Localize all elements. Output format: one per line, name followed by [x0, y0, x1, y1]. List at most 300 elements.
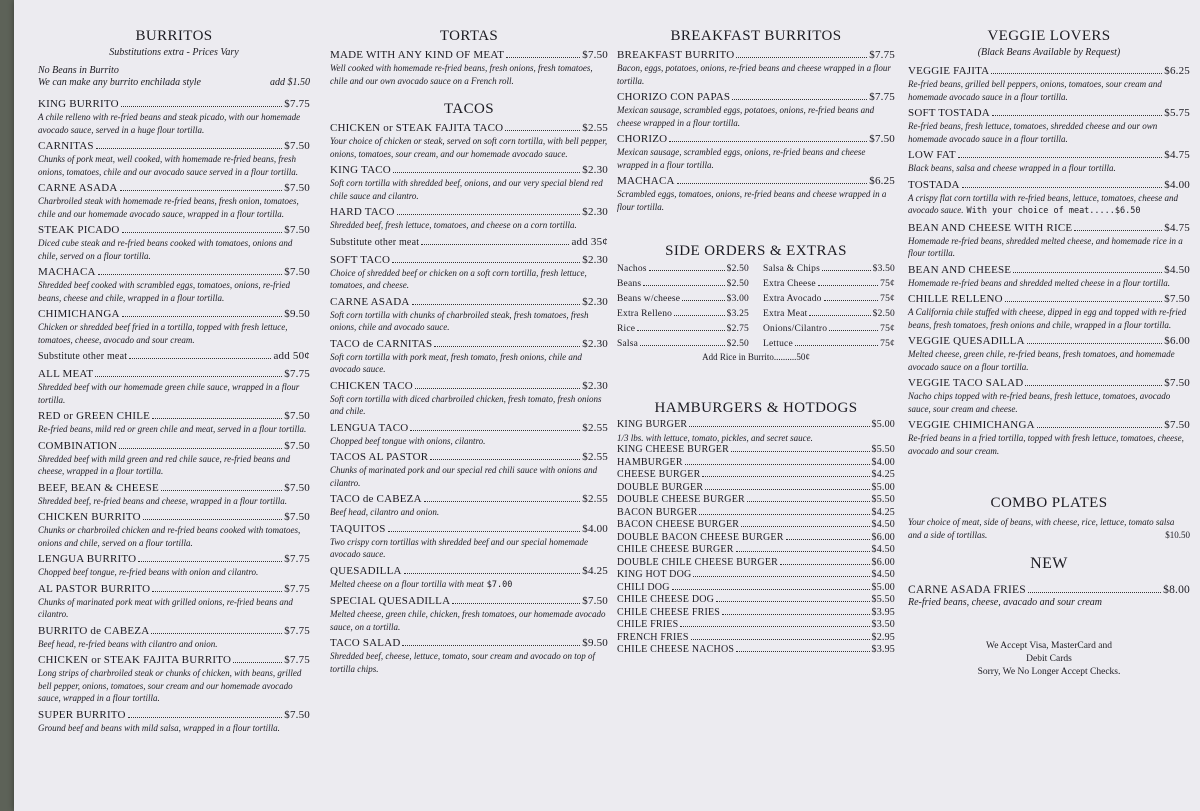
leader-dots — [637, 330, 724, 331]
menu-item-row — [330, 295, 608, 309]
menu-item-row — [908, 376, 1190, 390]
menu-item-description — [330, 351, 608, 376]
menu-item-name: TACO de CABEZA — [330, 493, 422, 505]
menu-item-description-text: Mexican sausage, scrambled eggs, onions, re-fried beans and cheese wrapped in a flour tortilla. — [617, 147, 866, 170]
menu-item-row — [38, 97, 310, 111]
menu-item-name: VEGGIE CHIMICHANGA — [908, 419, 1035, 431]
menu-item-price: $9.50 — [582, 637, 608, 649]
menu-item-row — [38, 624, 310, 638]
menu-item-description — [38, 111, 310, 136]
leader-dots — [992, 115, 1162, 116]
side-item-name: Salsa — [617, 339, 639, 349]
menu-item-row — [617, 494, 895, 507]
menu-item-description-text: Chunks of marinated pork meat with grilled onions, re-fried beans and cilantro. — [38, 596, 293, 619]
menu-item-row — [330, 253, 608, 267]
leader-dots — [795, 345, 878, 346]
side-item-name: Onions/Cilantro — [763, 324, 828, 334]
leader-dots — [958, 157, 1163, 158]
menu-item-price: $4.00 — [871, 456, 895, 468]
payment-line-1: We Accept Visa, MasterCard and — [986, 640, 1112, 651]
menu-item-description — [330, 62, 608, 87]
leader-dots — [693, 576, 869, 577]
new-title: NEW — [1030, 555, 1068, 572]
leader-dots — [640, 345, 725, 346]
burritos-list — [38, 97, 310, 734]
menu-item-price: $7.75 — [284, 654, 310, 666]
new-item-description: Re-fried beans, cheese, avacado and sour cream — [908, 597, 1103, 608]
menu-item — [38, 307, 310, 346]
sides-title: SIDE ORDERS & EXTRAS — [665, 243, 847, 259]
menu-item-price: $4.75 — [1164, 149, 1190, 161]
menu-item-description-text: Chunks or charbroiled chicken and re-fried beans cooked with tomatoes, onions and chile, served on a flour tortilla. — [38, 525, 301, 548]
menu-item-description — [38, 195, 310, 220]
menu-item-name: CHIMICHANGA — [38, 308, 120, 320]
menu-item-description-text: Scrambled eggs, tomatoes, onions, re-fried beans and cheese wrapped in a flour tortilla. — [617, 189, 887, 212]
menu-item-price: $7.50 — [284, 439, 310, 452]
side-item-name: Extra Avocado — [763, 294, 822, 304]
menu-item-row — [38, 653, 310, 667]
leader-dots — [1037, 427, 1163, 428]
menu-item-row — [330, 421, 608, 435]
menu-item-row — [38, 552, 310, 566]
menu-item-description — [908, 192, 1190, 218]
leader-dots — [152, 418, 282, 419]
menu-item-name: LENGUA BURRITO — [38, 553, 137, 565]
leader-dots — [824, 300, 879, 301]
menu-item-description-text: Chunks of marinated pork and our special red chili sauce with onions and cilantro. — [330, 465, 598, 488]
menu-item-name: KING HOT DOG — [617, 569, 692, 580]
menu-item-row — [617, 644, 895, 657]
menu-item-row — [908, 334, 1190, 348]
menu-item — [617, 632, 895, 645]
menu-item-description — [38, 321, 310, 346]
menu-item-price: $7.50 — [1164, 293, 1190, 305]
side-item-price: 75¢ — [880, 324, 895, 334]
menu-item-row — [908, 418, 1190, 432]
leader-dots — [731, 451, 870, 452]
menu-item-row — [617, 48, 895, 62]
menu-item-description — [330, 608, 608, 633]
menu-item-description-text: Soft corn tortilla with chunks of charbroiled steak, fresh tomatoes, fresh onions, chile and avocado sauce. — [330, 309, 589, 332]
side-item — [617, 292, 749, 307]
menu-item-description — [617, 104, 895, 129]
menu-item — [330, 205, 608, 232]
menu-item-row — [330, 594, 608, 608]
menu-item — [908, 148, 1190, 175]
sides-left-list — [617, 262, 749, 352]
menu-item-price: $2.55 — [582, 122, 608, 134]
menu-item-name: DOUBLE BACON CHEESE BURGER — [617, 531, 784, 543]
leader-dots — [161, 490, 282, 491]
side-item-name: Beans — [617, 279, 642, 289]
menu-item — [617, 532, 895, 545]
menu-item-price: $5.00 — [871, 481, 895, 493]
menu-item-description — [38, 667, 310, 705]
menu-item-name: BREAKFAST BURRITO — [617, 49, 735, 61]
menu-item — [330, 450, 608, 489]
menu-item-row — [617, 482, 895, 495]
menu-item-description — [330, 177, 608, 202]
side-item-price: $2.50 — [726, 279, 749, 289]
leader-dots — [129, 358, 271, 359]
menu-item-name: CHILI DOG — [617, 581, 670, 593]
menu-item — [617, 132, 895, 171]
menu-item — [908, 64, 1190, 103]
menu-item — [617, 557, 895, 570]
menu-item-price: add 35¢ — [571, 235, 608, 248]
menu-item-row — [330, 450, 608, 464]
menu-item-row — [617, 569, 895, 582]
menu-item — [330, 48, 608, 87]
tacos-list — [330, 121, 608, 675]
menu-item-description-text: Ground beef and beans with mild salsa, wrapped in a flour tortilla. — [38, 722, 280, 733]
menu-item-price: $2.55 — [582, 451, 608, 463]
menu-item — [617, 619, 895, 632]
menu-item-row — [617, 607, 895, 620]
menu-item-row — [908, 178, 1190, 192]
leader-dots — [643, 285, 724, 286]
menu-item-price: $2.30 — [582, 295, 608, 308]
menu-item — [617, 469, 895, 482]
leader-dots — [122, 232, 283, 233]
menu-item-description-text: Soft corn tortilla with diced charbroiled chicken, fresh tomato, fresh onions and chile. — [330, 393, 602, 416]
leader-dots — [415, 388, 580, 389]
menu-item-description — [908, 432, 1190, 457]
menu-item-description-text: Melted cheese, green chile, re-fried beans, fresh tomatoes, and homemade avocado sauce on a flour tortilla. — [908, 349, 1175, 372]
menu-item-description — [330, 219, 608, 232]
menu-item-name: LOW FAT — [908, 149, 956, 161]
leader-dots — [822, 270, 871, 271]
new-item-price: $8.00 — [1163, 584, 1190, 596]
leader-dots — [505, 130, 580, 131]
menu-item-row — [617, 469, 895, 482]
leader-dots — [991, 73, 1162, 74]
menu-item-price: $7.50 — [1164, 419, 1190, 431]
menu-item-row — [330, 564, 608, 578]
menu-item — [617, 644, 895, 657]
menu-item-description — [330, 464, 608, 489]
menu-item — [38, 439, 310, 478]
menu-item-price: $4.25 — [871, 469, 895, 480]
leader-dots — [402, 645, 580, 646]
menu-item-name: KING BURGER — [617, 419, 688, 430]
menu-item — [330, 163, 608, 202]
menu-item-name: CHORIZO CON PAPAS — [617, 91, 731, 103]
menu-item — [38, 265, 310, 304]
menu-item-price: $7.75 — [284, 98, 310, 110]
menu-item — [617, 507, 895, 520]
menu-item-name: MACHACA — [617, 175, 675, 187]
menu-item-name: LENGUA TACO — [330, 421, 409, 434]
menu-item-name: SOFT TOSTADA — [908, 107, 990, 119]
menu-item-row — [330, 48, 608, 62]
menu-item — [330, 337, 608, 376]
menu-item-description-text: Re-fried beans in a fried tortilla, topped with fresh lettuce, tomatoes, cheese, avocado and sour cream. — [908, 433, 1184, 456]
menu-item — [617, 48, 895, 87]
menu-item-description-text: Shredded beef with our homemade green chile sauce, wrapped in a flour tortilla. — [38, 382, 300, 405]
menu-item — [38, 552, 310, 579]
menu-item-description — [38, 596, 310, 621]
menu-item-description-text: Chicken or shredded beef fried in a tortilla, topped with fresh lettuce, tomatoes, cheese, avocado and sour cream. — [38, 322, 288, 345]
leader-dots — [705, 489, 869, 490]
menu-item-price: $5.00 — [871, 581, 895, 593]
menu-item-row — [330, 379, 608, 393]
side-item-name: Nachos — [617, 264, 647, 274]
leader-dots — [677, 183, 868, 184]
leader-dots — [233, 662, 282, 663]
menu-item-price: $5.50 — [871, 494, 895, 505]
menu-item-row — [908, 221, 1190, 235]
menu-item-row — [617, 132, 895, 146]
leader-dots — [1074, 230, 1162, 231]
menu-item-row — [330, 121, 608, 135]
menu-item-name: DOUBLE BURGER — [617, 481, 704, 493]
hamburgers-title: HAMBURGERS & HOTDOGS — [654, 400, 858, 416]
leader-dots — [829, 330, 878, 331]
menu-item-price: $7.75 — [284, 553, 310, 565]
menu-item-price: $6.25 — [869, 175, 895, 187]
menu-item — [38, 223, 310, 262]
menu-item — [38, 409, 310, 436]
menu-item-description-text: Two crispy corn tortillas with shredded beef and our special homemade avocado sauce. — [330, 536, 588, 559]
menu-item — [617, 457, 895, 470]
menu-item-row — [38, 349, 310, 364]
menu-item-name: CHILE CHEESE FRIES — [617, 606, 721, 618]
menu-item-row — [38, 181, 310, 195]
menu-item-price: $5.50 — [871, 594, 895, 605]
menu-item-description-text: A California chile stuffed with cheese, dipped in egg and topped with re-fried beans, fresh tomatoes, fresh onions and chile, wrapped in a flour tortilla. — [908, 307, 1187, 330]
leader-dots — [674, 315, 725, 316]
menu-item-price: $4.75 — [1164, 221, 1190, 234]
menu-item-name: DOUBLE CHILE CHEESE BURGER — [617, 556, 779, 568]
menu-item-price: $4.25 — [582, 564, 608, 577]
leader-dots — [95, 376, 282, 377]
menu-item-name: STEAK PICADO — [38, 224, 120, 236]
menu-item — [330, 594, 608, 633]
menu-item-description-text: Bacon, eggs, potatoes, onions, re-fried beans and cheese wrapped in a flour tortilla. — [617, 63, 891, 86]
menu-item-description — [908, 348, 1190, 373]
menu-item — [38, 582, 310, 621]
menu-item-description-text: Black beans, salsa and cheese wrapped in a flour tortilla. — [908, 163, 1116, 173]
menu-item-name: MADE WITH ANY KIND OF MEAT — [330, 49, 505, 61]
leader-dots — [818, 285, 878, 286]
menu-item-name: MACHACA — [38, 266, 96, 278]
menu-item-description-text: Re-fried beans, mild red or green chile and meat, served in a flour tortilla. — [38, 424, 307, 434]
menu-item-description — [38, 381, 310, 406]
leader-dots — [1013, 272, 1162, 273]
menu-item-description-text: Shredded beef cooked with scrambled eggs, tomatoes, onions, re-fried beans, cheese and chile, wrapped in a flour tortilla. — [38, 280, 291, 303]
menu-item — [330, 421, 608, 448]
menu-item-description — [330, 435, 608, 448]
leader-dots — [680, 626, 869, 627]
leader-dots — [397, 214, 581, 215]
leader-dots — [780, 564, 869, 565]
menu-item-price: $7.50 — [582, 49, 608, 61]
leader-dots — [736, 551, 870, 552]
menu-item-description-text: Shredded beef, cheese, lettuce, tomato, sour cream and avocado on top of tortilla chips. — [330, 651, 596, 674]
menu-item-description — [330, 135, 608, 160]
menu-item-description-text: A chile relleno with re-fried beans and steak picado, with our homemade avocado sauce, served in a huge flour tortilla. — [38, 112, 301, 135]
sides-right-list — [763, 262, 895, 352]
menu-item-description-text: Melted cheese on a flour tortilla with meat — [330, 578, 484, 589]
enchilada-style-note — [38, 77, 310, 88]
menu-item-price: $7.50 — [284, 708, 310, 721]
menu-item-description-text: Chopped beef tongue, re-fried beans with onion and cilantro. — [38, 567, 259, 577]
tortas-title: TORTAS — [439, 28, 499, 44]
menu-item-price: $7.50 — [284, 182, 310, 194]
menu-item-row — [617, 544, 895, 557]
leader-dots — [152, 591, 282, 592]
menu-item-name: CHILLE RELLENO — [908, 293, 1003, 305]
menu-item-name: Substitute other meat — [330, 236, 420, 248]
menu-item-row — [38, 409, 310, 423]
menu-item — [330, 295, 608, 334]
menu-item-row — [38, 307, 310, 321]
menu-item-description-text: Chunks of pork meat, well cooked, with homemade re-fried beans, fresh onions, tomatoes, chile and our avocado sauce served in a flour tortilla. — [38, 154, 298, 177]
new-item-row — [908, 583, 1190, 597]
menu-item-name: DOUBLE CHEESE BURGER — [617, 494, 745, 505]
menu-item-name: COMBINATION — [38, 439, 118, 452]
menu-item — [38, 708, 310, 735]
menu-item — [617, 594, 895, 607]
leader-dots — [421, 244, 569, 245]
leader-dots — [434, 346, 580, 347]
leader-dots — [143, 519, 283, 520]
menu-item-name: CHICKEN or STEAK FAJITA BURRITO — [38, 654, 232, 666]
menu-item-name: AL PASTOR BURRITO — [38, 582, 151, 595]
menu-item-price: $7.50 — [284, 266, 310, 278]
menu-item-description — [908, 120, 1190, 145]
menu-item — [617, 482, 895, 495]
menu-item — [908, 178, 1190, 218]
menu-item-description — [38, 279, 310, 304]
menu-item-description-text: Long strips of charbroiled steak or chunks of chicken, with beans, grilled bell pepper, onions, tomatoes, sour cream and our homemade avocado sauce, wrapped in a flour tortilla. — [38, 668, 302, 703]
menu-item — [330, 636, 608, 675]
side-item — [617, 262, 749, 277]
side-item-name: Beans w/cheese — [617, 294, 681, 304]
menu-item — [38, 653, 310, 705]
menu-item-price: add 50¢ — [273, 350, 310, 362]
menu-item-price: $7.75 — [284, 368, 310, 380]
menu-item — [908, 106, 1190, 145]
combo-desc-text: Your choice of meat, side of beans, with cheese, rice, lettuce, tomato salsa and a side of tortillas. — [908, 517, 1175, 540]
leader-dots — [1005, 301, 1162, 302]
hamburgers-list — [617, 419, 895, 657]
leader-dots — [682, 300, 724, 301]
side-item-price: $3.25 — [726, 309, 749, 319]
side-item-price: $2.75 — [726, 324, 749, 334]
leader-dots — [119, 448, 282, 449]
new-item-name: CARNE ASADA FRIES — [908, 584, 1026, 596]
menu-item-description-text: Homemade re-fried beans and shredded melted cheese in a flour tortilla. — [908, 277, 1171, 288]
menu-item-description-text: Well cooked with homemade re-fried beans, fresh onions, fresh tomatoes, chile and our own avocado sauce on a French roll. — [330, 63, 593, 86]
leader-dots — [452, 603, 580, 604]
leader-dots — [672, 589, 870, 590]
menu-item-price: $7.75 — [869, 49, 895, 61]
menu-item — [617, 494, 895, 507]
menu-item-name: VEGGIE FAJITA — [908, 65, 990, 77]
menu-item-description-text: Your choice of chicken or steak, served on soft corn tortilla, with bell pepper, onions, tomatoes, sour cream, and our homemade avocado sauce. — [330, 136, 608, 159]
menu-item-name: TOSTADA — [908, 178, 960, 191]
menu-item — [617, 444, 895, 457]
menu-sheet — [14, 0, 1200, 811]
menu-item-row — [908, 263, 1190, 277]
menu-item-row — [908, 292, 1190, 306]
menu-item-name: BACON CHEESE BURGER — [617, 519, 740, 530]
tortas-list — [330, 48, 608, 87]
combo-title: COMBO PLATES — [990, 495, 1108, 511]
menu-item — [330, 379, 608, 418]
menu-item-description — [330, 650, 608, 675]
menu-item-price: $6.00 — [1164, 335, 1190, 347]
leader-dots — [122, 316, 283, 317]
menu-item-name: KING CHEESE BURGER — [617, 444, 729, 455]
leader-dots — [1027, 343, 1163, 344]
menu-item — [38, 139, 310, 178]
veggie-list — [908, 64, 1190, 457]
menu-item — [617, 544, 895, 557]
menu-item-row — [330, 235, 608, 250]
menu-item-name: BURRITO de CABEZA — [38, 624, 150, 637]
leader-dots — [412, 304, 581, 305]
menu-item-name: TACO de CARNITAS — [330, 337, 433, 350]
menu-item-price: $7.50 — [284, 140, 310, 152]
menu-item-name: CARNE ASADA — [330, 295, 410, 308]
menu-item-name: TAQUITOS — [330, 522, 386, 535]
leader-dots — [736, 57, 867, 58]
menu-item-description-text: Re-fried beans, fresh lettuce, tomatoes, shredded cheese and our own homemade avocado sauce in a flour tortilla. — [908, 121, 1158, 144]
menu-item-description — [38, 638, 310, 651]
menu-item — [330, 522, 608, 561]
menu-item — [38, 181, 310, 220]
menu-item-description — [908, 162, 1190, 175]
menu-item-description — [38, 423, 310, 436]
leader-dots — [430, 459, 580, 460]
menu-item-price: $7.50 — [1164, 377, 1190, 389]
menu-item-row — [38, 367, 310, 381]
menu-item-name: BACON BURGER — [617, 506, 698, 518]
leader-dots — [1025, 385, 1162, 386]
leader-dots — [736, 651, 869, 652]
side-item-price: $2.50 — [726, 264, 749, 274]
menu-item-row — [38, 708, 310, 722]
menu-item-description — [908, 306, 1190, 331]
menu-item-name: SOFT TACO — [330, 253, 391, 266]
menu-item-description — [330, 578, 608, 592]
menu-item-price: $4.50 — [871, 544, 895, 555]
side-item-price: 75¢ — [880, 279, 895, 289]
leader-dots — [151, 633, 282, 634]
leader-dots — [962, 187, 1163, 188]
menu-item-price: $4.50 — [871, 519, 895, 530]
menu-item-name: TACO SALAD — [330, 637, 401, 649]
menu-item — [617, 419, 895, 444]
leader-dots — [138, 561, 282, 562]
menu-item-price: $3.95 — [871, 644, 895, 655]
menu-item-description-text: Re-fried beans, grilled bell peppers, onions, tomatoes, sour cream and homemade avocado sauce in a flour tortilla. — [908, 79, 1162, 102]
menu-item-price: $7.75 — [869, 91, 895, 103]
menu-item — [330, 492, 608, 519]
menu-item-row — [38, 510, 310, 524]
menu-item — [38, 624, 310, 651]
menu-item — [908, 418, 1190, 457]
side-item-name: Lettuce — [763, 339, 793, 349]
side-item-name: Extra Relleno — [617, 309, 673, 319]
side-item — [763, 307, 895, 322]
menu-item-price: $3.50 — [871, 619, 895, 630]
menu-item-row — [617, 519, 895, 532]
menu-item-description-text: A crispy flat corn tortilla with re-fried beans, lettuce, tomatoes, cheese and avocado sauce. — [908, 192, 1178, 215]
